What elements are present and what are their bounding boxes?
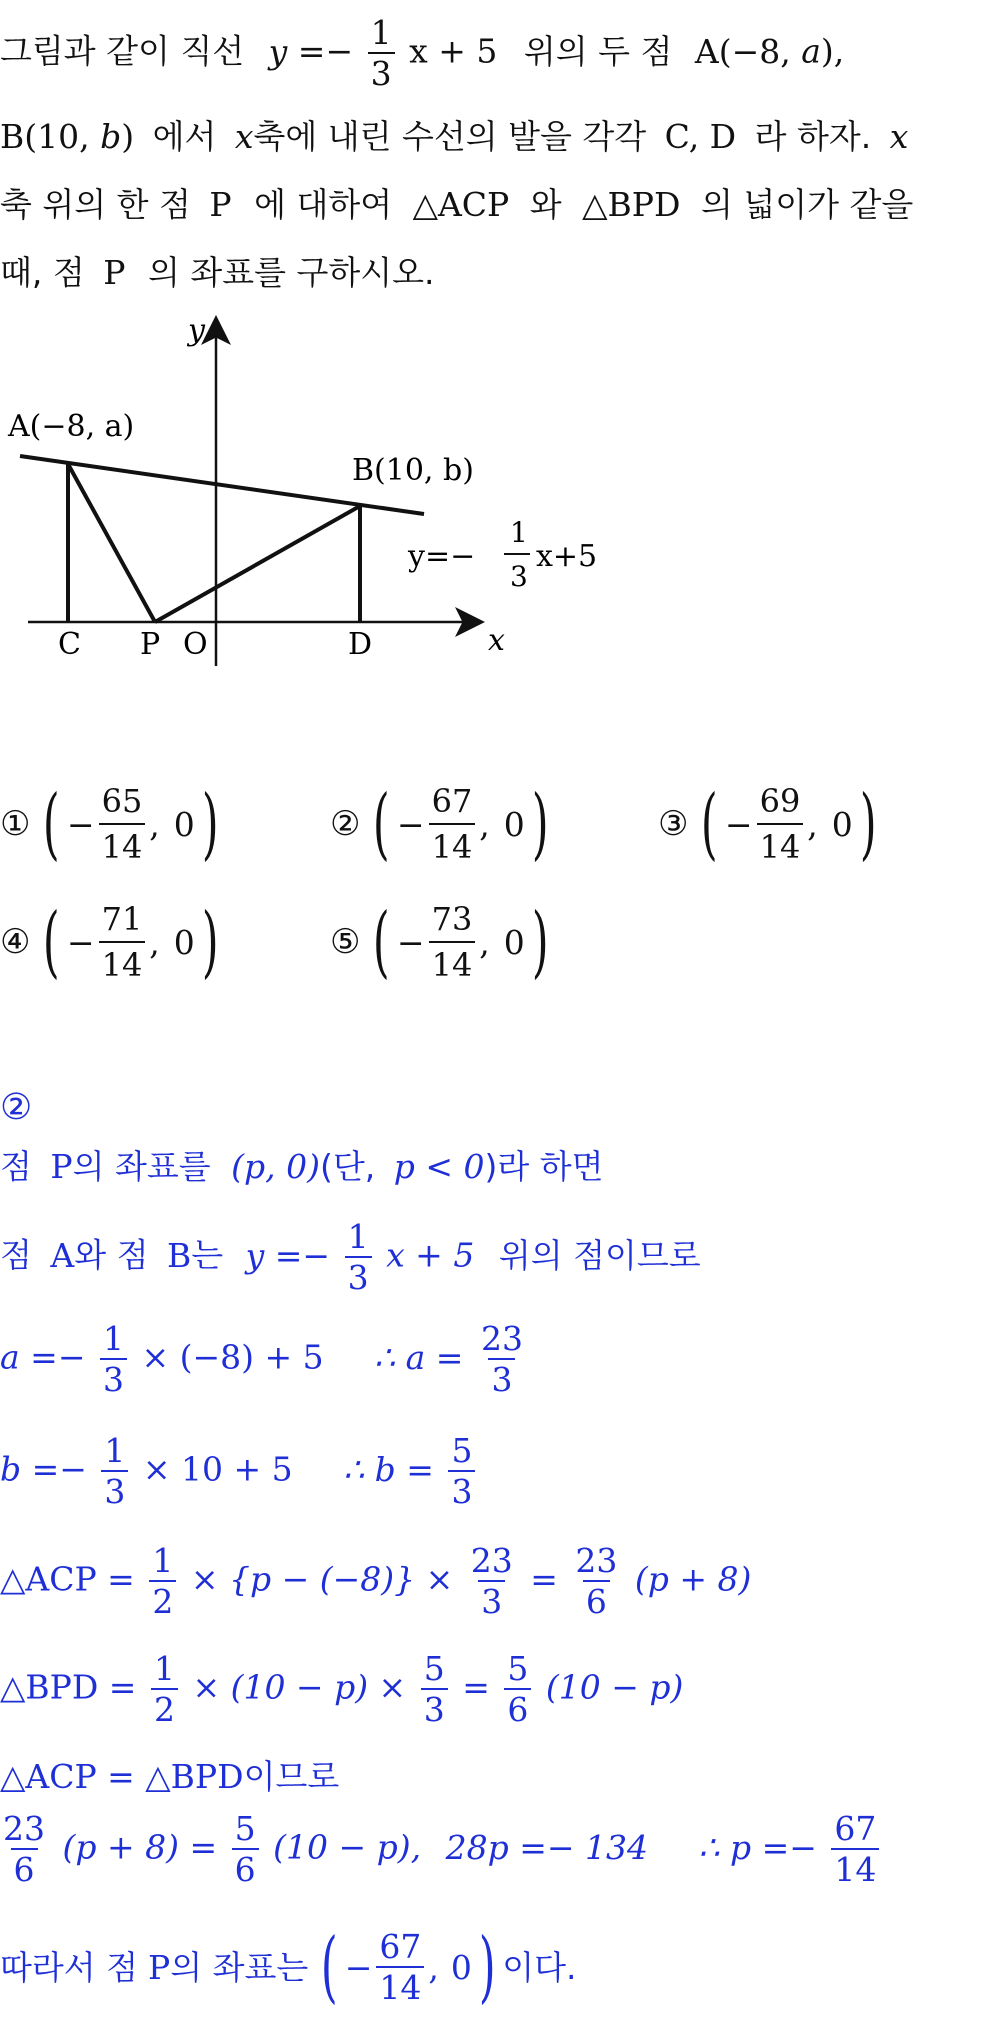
solution-text: 점 [0, 1235, 32, 1275]
condition: p < 0 [393, 1147, 485, 1186]
equation-lhs: y =− [245, 1235, 331, 1275]
problem-text: 축 위의 한 점 [0, 185, 191, 224]
coordinate-p: (p, 0) [231, 1147, 320, 1186]
choice-mark: ③ [658, 804, 689, 844]
fraction-numerator: 5 [451, 1431, 473, 1470]
equation-mid: (p + 8) = [62, 1827, 218, 1867]
fraction-denominator: 14 [429, 941, 476, 984]
fraction-numerator: 73 [431, 900, 473, 938]
problem-text: 와 [529, 185, 562, 224]
fraction-numerator: 1 [370, 13, 392, 52]
label-b: B(10, b) [352, 453, 474, 488]
therefore: ∴ b = [343, 1449, 434, 1489]
point-a: A [50, 1235, 75, 1275]
problem-text: 축에 내린 수선의 발을 각각 [253, 117, 647, 156]
figure-equation-num: 1 [510, 516, 528, 549]
points-cd: C, D [664, 117, 737, 156]
equation-tail: x + 5 [409, 31, 498, 71]
problem-line-4 [0, 253, 435, 292]
solution-line-1 [0, 1147, 604, 1186]
solution-text: (단, [319, 1147, 376, 1186]
answer-fraction [376, 1927, 424, 2007]
equation-mid: × {p − (−8)} × [190, 1559, 454, 1599]
height-fraction [468, 1541, 516, 1621]
choice-minus: − [66, 922, 95, 962]
choice-5[interactable] [330, 897, 555, 987]
height-fraction [421, 1649, 448, 1729]
solution-text: 의 좌표는 [170, 1947, 309, 1987]
minus: − [344, 1947, 373, 1987]
point-a: A(−8, [694, 31, 791, 71]
point-b: B(10, [0, 117, 90, 156]
point-a-var: a [801, 31, 821, 71]
point-b-var: b [100, 117, 122, 156]
solution-line-3 [0, 1319, 530, 1399]
label-a: A(−8, a) [8, 409, 135, 444]
solution-text: 따라서 점 [0, 1947, 139, 1987]
choice-zero: 0 [173, 922, 195, 962]
choice-fraction [99, 782, 146, 866]
problem-text: 에서 [152, 117, 217, 156]
choice-minus: − [724, 804, 753, 844]
coordinate-figure [0, 310, 993, 690]
fraction-numerator: 65 [101, 782, 143, 820]
point-p: P [50, 1147, 73, 1186]
paren-close: ) [531, 779, 549, 869]
solution-answer [0, 1087, 33, 1128]
y-axis-label: y [188, 313, 205, 348]
equation-tail: (10 − p) [545, 1667, 684, 1707]
triangle-bpd: △BPD [582, 185, 681, 224]
fraction-numerator: 23 [3, 1809, 45, 1848]
point-p: P [209, 185, 232, 224]
result-fraction [478, 1319, 526, 1399]
fraction-denominator: 3 [100, 1358, 127, 1396]
paren-open: ( [701, 779, 719, 869]
fraction-numerator: 5 [423, 1649, 445, 1688]
choice-minus: − [66, 804, 95, 844]
problem-text: 의 넓이가 같을 [700, 185, 914, 224]
equation-equals: =− [297, 31, 354, 71]
equation-mid: × (−8) + 5 [141, 1337, 324, 1377]
equation-lhs: △BPD = [0, 1667, 137, 1707]
answer-mark: ② [0, 1087, 33, 1128]
choice-zero: 0 [503, 804, 525, 844]
fraction-numerator: 71 [101, 900, 143, 938]
choice-fraction [757, 782, 804, 866]
fraction-numerator: 5 [234, 1809, 256, 1848]
fraction-denominator: 2 [151, 1688, 178, 1726]
paren-open: ( [43, 897, 61, 987]
paren-close: ) [201, 779, 219, 869]
choice-minus: − [396, 804, 425, 844]
fraction-denominator: 3 [368, 52, 395, 90]
fraction-denominator: 2 [149, 1580, 176, 1618]
triangle-acp: △ACP [412, 185, 510, 224]
problem-text: 그림과 같이 직선 [0, 31, 245, 71]
equals: = [462, 1667, 490, 1707]
fraction-denominator: 14 [99, 941, 146, 984]
fraction-denominator: 14 [376, 1966, 424, 2004]
coef-fraction [0, 1809, 48, 1889]
equation-lhs: a =− [0, 1337, 86, 1377]
choice-fraction [99, 900, 146, 984]
fraction-denominator: 14 [831, 1848, 879, 1886]
label-p: P [140, 627, 161, 662]
choice-zero: 0 [503, 922, 525, 962]
choice-3[interactable] [658, 779, 883, 869]
fraction-denominator: 14 [99, 823, 146, 866]
fraction-numerator: 1 [152, 1541, 174, 1580]
solution-line-6 [0, 1649, 684, 1729]
paren-open: ( [321, 1922, 338, 2012]
fraction-denominator: 14 [429, 823, 476, 866]
fraction-numerator: 67 [431, 782, 473, 820]
choice-comma: , [149, 804, 160, 844]
solution-line-7 [0, 1757, 340, 1796]
problem-text: 위의 두 점 [523, 31, 673, 71]
equation-fraction [345, 1217, 372, 1297]
problem-line-2 [0, 117, 909, 156]
equation-mid: × 10 + 5 [142, 1449, 293, 1489]
therefore: ∴ a = [374, 1337, 464, 1377]
solution-text: )라 하면 [484, 1147, 604, 1186]
half-fraction [151, 1649, 178, 1729]
equation-lhs: △ACP = [0, 1559, 135, 1599]
choice-comma: , [149, 922, 160, 962]
solution-text: 의 좌표를 [72, 1147, 211, 1186]
equation-linear: 28p =− 134 [445, 1827, 649, 1867]
solution-line-9 [0, 1922, 577, 2012]
fraction-denominator: 3 [478, 1580, 505, 1618]
coef-fraction [232, 1809, 259, 1889]
choice-2[interactable] [330, 779, 555, 869]
choice-mark: ① [0, 804, 31, 844]
paren-close: ) [859, 779, 877, 869]
solution-text: 위의 점이므로 [498, 1235, 701, 1275]
fraction-denominator: 6 [11, 1848, 38, 1886]
problem-line-3 [0, 185, 914, 224]
x-axis-label: x [488, 623, 505, 658]
problem-text: 에 대하여 [254, 185, 393, 224]
equation-fraction [101, 1431, 128, 1511]
fraction-denominator: 3 [448, 1470, 475, 1508]
problem-text: 라 하자. [754, 117, 872, 156]
fraction-numerator: 5 [507, 1649, 529, 1688]
solution-line-2 [0, 1217, 701, 1297]
half-fraction [149, 1541, 176, 1621]
point-p: P [103, 253, 126, 292]
point-b-close: ) [121, 117, 135, 156]
area-fraction [572, 1541, 620, 1621]
paren-close: ) [201, 897, 219, 987]
fraction-denominator: 6 [504, 1688, 531, 1726]
solution-line-4 [0, 1431, 479, 1511]
choice-comma: , [479, 804, 490, 844]
problem-text: 의 좌표를 구하시오. [147, 253, 435, 292]
equation-tail: (p + 8) [634, 1559, 752, 1599]
fraction-denominator: 6 [232, 1848, 259, 1886]
fraction-denominator: 3 [345, 1256, 372, 1294]
point-p: P [148, 1947, 171, 1987]
solution-line-5 [0, 1541, 752, 1621]
result-fraction [448, 1431, 475, 1511]
label-c: C [58, 627, 81, 662]
choice-fraction [429, 900, 476, 984]
paren-open: ( [373, 897, 391, 987]
figure-equation-lhs: y=− [408, 539, 476, 574]
result-fraction [831, 1809, 879, 1889]
equation: △ACP = △BPD [0, 1757, 244, 1796]
solution-text: 와 점 [74, 1235, 149, 1275]
choice-mark: ② [330, 804, 361, 844]
solution-text: 이므로 [243, 1757, 340, 1796]
choice-minus: − [396, 922, 425, 962]
choice-comma: , [807, 804, 818, 844]
problem-text: 때, 점 [0, 253, 85, 292]
problem-line-1 [0, 13, 845, 93]
fraction-numerator: 1 [153, 1649, 175, 1688]
paren-open: ( [43, 779, 61, 869]
fraction-numerator: 23 [575, 1541, 618, 1580]
fraction-numerator: 23 [480, 1319, 523, 1358]
label-o: O [183, 627, 208, 662]
segment-pb [155, 506, 360, 622]
paren-open: ( [373, 779, 391, 869]
fraction-numerator: 23 [470, 1541, 513, 1580]
fraction-denominator: 3 [101, 1470, 128, 1508]
paren-close: ) [531, 897, 549, 987]
fraction-numerator: 1 [347, 1217, 369, 1256]
fraction-numerator: 67 [834, 1809, 877, 1848]
fraction-numerator: 69 [759, 782, 801, 820]
solution-text: 는 [191, 1235, 224, 1275]
choice-fraction [429, 782, 476, 866]
label-d: D [348, 627, 373, 662]
area-fraction [504, 1649, 531, 1729]
choice-4[interactable] [0, 897, 225, 987]
figure-equation-tail: x+5 [536, 539, 598, 574]
fraction-denominator: 3 [488, 1358, 515, 1396]
choice-comma: , [479, 922, 490, 962]
point-a-close: ), [820, 31, 845, 71]
fraction-denominator: 14 [757, 823, 804, 866]
solution-text: 이다. [502, 1947, 577, 1987]
fraction-denominator: 6 [583, 1580, 610, 1618]
zero: 0 [450, 1947, 472, 1987]
solution-line-8 [0, 1809, 883, 1889]
equation-tail: x + 5 [386, 1235, 475, 1275]
segment-ap [68, 464, 155, 622]
fraction-numerator: 1 [104, 1431, 126, 1470]
equation-fraction [100, 1319, 127, 1399]
equation-lhs: b =− [0, 1449, 87, 1489]
choice-mark: ④ [0, 922, 31, 962]
point-b: B [166, 1235, 192, 1275]
figure-equation-den: 3 [510, 560, 528, 593]
x-var: x [234, 117, 254, 156]
fraction-numerator: 67 [379, 1927, 422, 1966]
therefore: ∴ p =− [698, 1827, 817, 1867]
equals: = [530, 1559, 558, 1599]
choice-zero: 0 [173, 804, 195, 844]
equation-mid: (10 − p), [273, 1827, 422, 1867]
x-var: x [889, 117, 909, 156]
choice-mark: ⑤ [330, 922, 361, 962]
fraction-denominator: 3 [421, 1688, 448, 1726]
comma: , [428, 1947, 439, 1987]
equation-mid: × (10 − p) × [192, 1667, 407, 1707]
choice-zero: 0 [831, 804, 853, 844]
solution-text: 점 [0, 1147, 32, 1186]
paren-close: ) [478, 1922, 496, 2012]
equation-fraction [368, 13, 395, 93]
choice-1[interactable] [0, 779, 225, 869]
equation-y: y [268, 31, 288, 71]
fraction-numerator: 1 [102, 1319, 124, 1358]
